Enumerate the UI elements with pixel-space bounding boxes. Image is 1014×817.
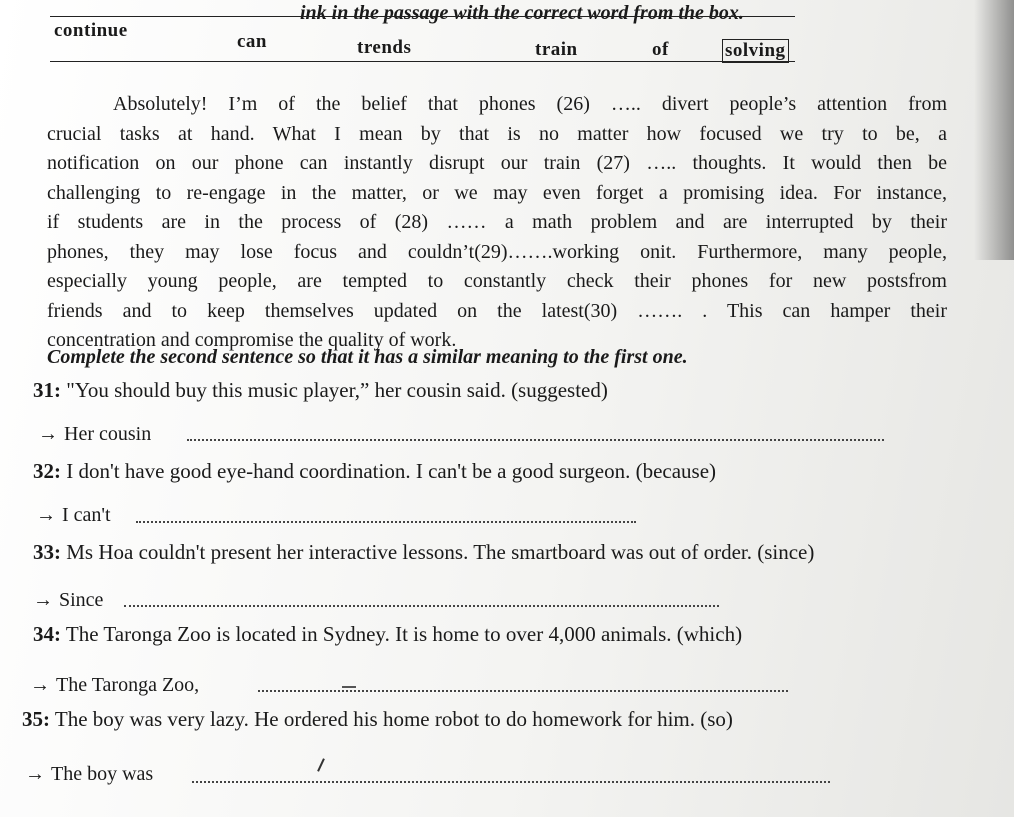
answer-31 [38, 423, 151, 446]
answer-34 [30, 674, 199, 697]
word-option: solving [722, 39, 789, 63]
arrow-icon: → [33, 589, 53, 611]
passage-line: crucial tasks at hand. What I mean by that is no matter how focused we try to be, a [47, 122, 947, 145]
passage-line: notification on our phone can instantly disrupt our train (27) ….. thoughts. It would then be [47, 152, 947, 174]
answer-start: I can't [62, 504, 111, 526]
word-option: continue [54, 20, 128, 41]
word-box [50, 16, 795, 62]
passage-line: challenging to re-engage in the matter, or we may even forget a promising idea. For instance, [47, 181, 947, 204]
question-number: 31: [33, 378, 61, 402]
answer-start: The Taronga Zoo, [56, 674, 200, 696]
question-34 [33, 622, 742, 647]
arrow-icon: → [30, 674, 50, 696]
answer-start: Since [59, 589, 104, 611]
page-edge-shadow [974, 0, 1014, 260]
word-option: train [535, 39, 578, 60]
arrow-icon: → [36, 504, 56, 526]
task-heading: Complete the second sentence so that it has a similar meaning to the first one. [47, 346, 688, 368]
pen-mark [317, 758, 325, 772]
answer-line[interactable] [192, 781, 830, 783]
answer-line[interactable] [258, 690, 788, 692]
passage-line: Absolutely! I’m of the belief that phones (26) ….. divert people’s attention from [113, 93, 947, 115]
question-text: Ms Hoa couldn't present her interactive lessons. The smartboard was out of order. (since) [61, 540, 815, 564]
answer-line[interactable] [124, 605, 719, 607]
answer-start: The boy was [51, 763, 154, 785]
passage-line: if students are in the process of (28) …… a math problem and are interrupted by their [47, 211, 947, 233]
question-number: 32: [33, 459, 61, 483]
question-number: 34: [33, 622, 61, 646]
answer-32 [36, 504, 111, 527]
word-option: of [652, 39, 669, 60]
question-35 [22, 707, 733, 732]
word-option: trends [357, 37, 412, 58]
passage-line: concentration and compromise the quality of work. [47, 329, 457, 351]
answer-33 [33, 589, 103, 612]
exercise-instruction: ink in the passage with the correct word from the box. [300, 2, 744, 24]
question-number: 35: [22, 707, 50, 731]
question-33 [33, 540, 814, 565]
question-32 [33, 459, 716, 484]
question-31 [33, 378, 608, 403]
passage-line: phones, they may lose focus and couldn’t(29)…….working onit. Furthermore, many people, [47, 240, 947, 263]
arrow-icon: → [25, 763, 45, 785]
word-option: can [237, 31, 267, 52]
question-text: The Taronga Zoo is located in Sydney. It is home to over 4,000 animals. (which) [61, 622, 743, 646]
cloze-passage [47, 90, 947, 356]
answer-line[interactable] [187, 439, 884, 441]
pen-mark [342, 686, 356, 688]
passage-line: friends and to keep themselves updated on the latest(30) ……. . This can hamper their [47, 299, 947, 322]
question-text: The boy was very lazy. He ordered his home robot to do homework for him. (so) [50, 707, 733, 731]
question-text: "You should buy this music player,” her cousin said. (suggested) [61, 378, 608, 402]
passage-line: especially young people, are tempted to constantly check their phones for new postsfrom [47, 270, 947, 292]
arrow-icon: → [38, 423, 58, 445]
answer-35 [25, 763, 153, 786]
answer-start: Her cousin [64, 423, 152, 445]
question-number: 33: [33, 540, 61, 564]
question-text: I don't have good eye-hand coordination. I can't be a good surgeon. (because) [61, 459, 717, 483]
answer-line[interactable] [136, 521, 636, 523]
